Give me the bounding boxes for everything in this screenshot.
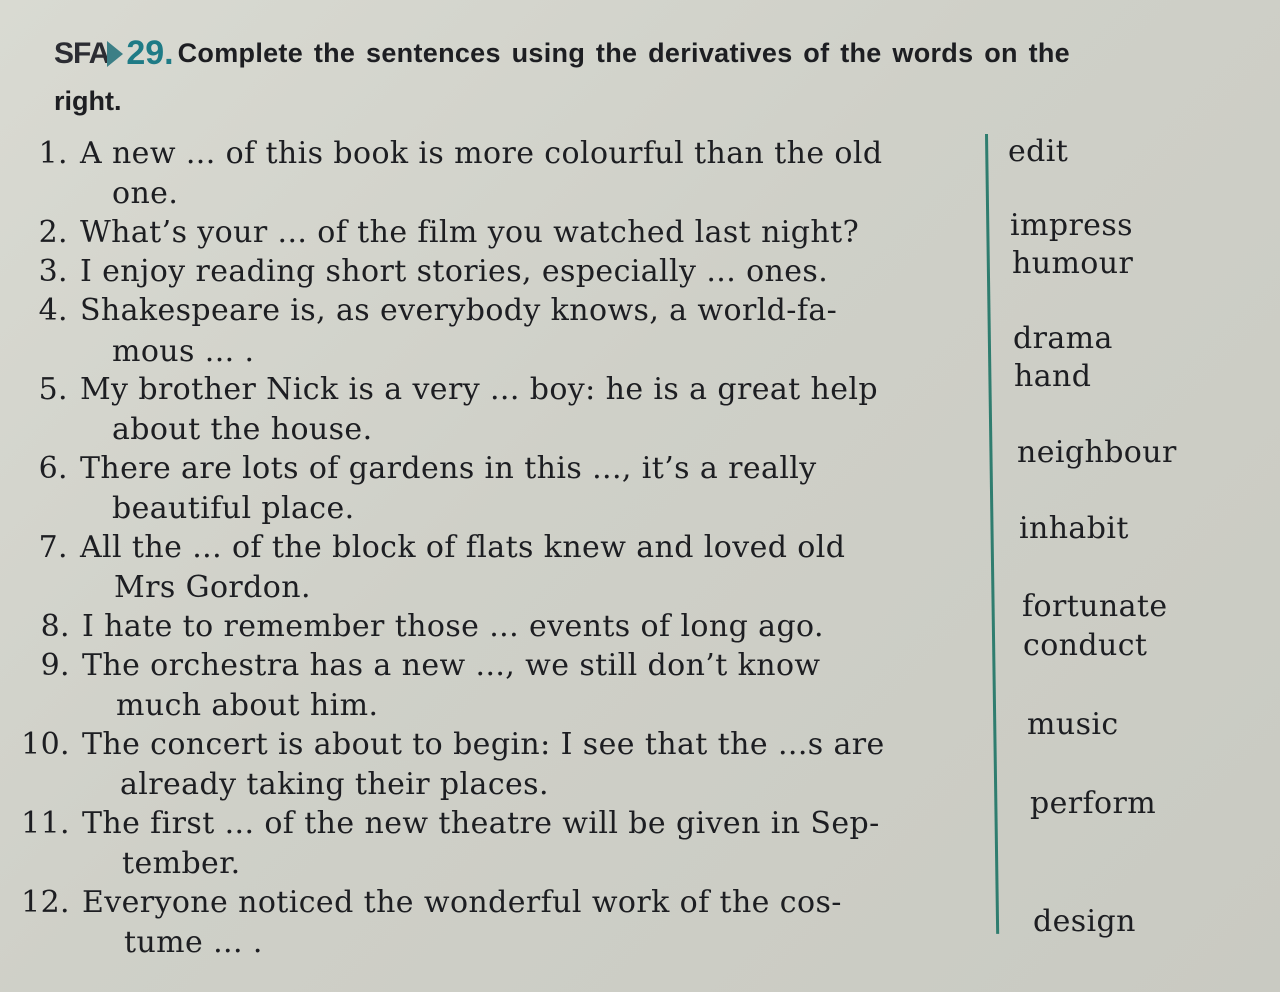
word-hand: hand [1014,359,1092,394]
word-conduct: conduct [1023,628,1148,663]
sentence-text: The concert is about to begin: I see that the ...s are [81,727,885,762]
sentence-1-continuation: one. [112,176,179,211]
sentence-9-continuation: much about him. [116,688,379,723]
word-fortunate: fortunate [1022,589,1168,624]
sentence-10-continuation: already taking their places. [120,767,549,802]
sentence-11 [8,804,880,843]
column-divider [985,134,999,934]
sentence-12 [8,883,842,922]
word-music: music [1027,707,1119,742]
sentence-3 [24,252,828,291]
exercise-title-continuation: right. [54,86,122,116]
word-neighbour: neighbour [1017,435,1177,470]
sentence-text: There are lots of gardens in this ..., it’s a really [79,451,817,486]
sentence-8 [26,607,824,646]
sentence-number: 2. [38,215,68,250]
sentence-number: 9. [40,648,70,683]
sentence-number: 11. [21,806,70,841]
word-humour: humour [1012,246,1134,281]
sentence-text: I hate to remember those ... events of long ago. [81,609,824,644]
arrow-icon [107,41,123,67]
sentence-number: 10. [21,727,70,762]
sentence-text: What’s your ... of the film you watched last night? [79,215,860,250]
sentence-11-continuation: tember. [122,846,241,881]
sentence-5-continuation: about the house. [112,412,373,447]
sentence-2 [24,213,859,252]
sentence-text: My brother Nick is a very ... boy: he is a great help [79,372,879,407]
sentence-number: 12. [21,885,70,920]
sentence-10 [8,725,885,764]
word-edit: edit [1008,134,1069,169]
exercise-title: Complete the sentences using the derivatives of the words on the [177,38,1070,68]
sentence-12-continuation: tume ... . [124,925,263,960]
sentence-text: The first ... of the new theatre will be given in Sep- [81,806,880,841]
sentence-text: A new ... of this book is more colourful than the old [79,136,883,171]
exercise-number: 29. [126,34,174,72]
word-inhabit: inhabit [1019,511,1129,546]
sentence-number: 3. [38,254,68,289]
sentence-4-continuation: mous ... . [112,334,255,369]
word-perform: perform [1030,786,1157,821]
sentence-number: 4. [38,293,68,328]
sentence-number: 7. [38,530,68,565]
sentence-text: Everyone noticed the wonderful work of the cos- [81,885,842,920]
sfa-badge: SFA [54,36,110,70]
sentence-4 [24,291,837,330]
word-design: design [1033,904,1136,939]
sentence-text: Shakespeare is, as everybody knows, a world-fa- [79,293,838,328]
sentence-number: 5. [38,372,68,407]
sentence-7-continuation: Mrs Gordon. [114,570,311,605]
sentence-number: 1. [38,136,68,171]
sentence-text: The orchestra has a new ..., we still don’t know [81,648,821,683]
sentence-6 [24,449,817,488]
sentence-5 [24,370,878,409]
sentence-number: 8. [40,609,70,644]
sentence-1 [24,134,882,173]
sentence-text: I enjoy reading short stories, especially ... ones. [79,254,829,289]
word-impress: impress [1010,208,1133,243]
sentence-text: All the ... of the block of flats knew and loved old [79,530,846,565]
word-drama: drama [1013,321,1113,356]
exercise-header [54,34,1234,73]
sentence-9 [26,646,820,685]
sentence-6-continuation: beautiful place. [112,491,355,526]
sentence-number: 6. [38,451,68,486]
sentence-7 [24,528,845,567]
